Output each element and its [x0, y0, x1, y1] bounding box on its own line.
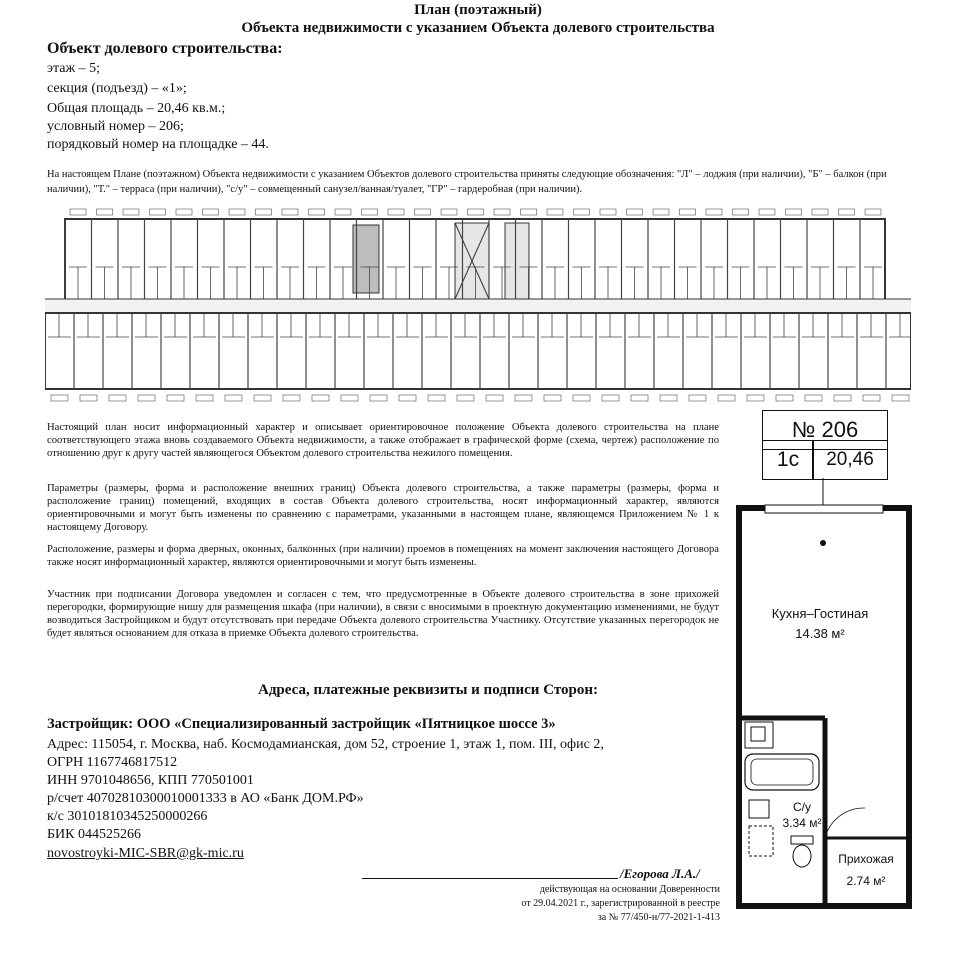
paragraph-openings: Расположение, размеры и форма дверных, оконных, балконных (при наличии) проемов в помещениях на момент заключения настоящего Договора также носят информационный характер, являются ориентировочными и могут быть изменены. [47, 544, 719, 568]
room-hallway-area: 2.74 м² [846, 874, 886, 888]
object-section: секция (подъезд) – «1»; [47, 81, 187, 96]
object-title: Объект долевого строительства: [47, 40, 283, 57]
signature-note-1: действующая на основании Доверенности [539, 884, 720, 895]
floor-plan-lower-partitions [45, 313, 911, 389]
ceiling-light-icon [820, 540, 826, 546]
object-conditional-number: условный номер – 206; [47, 119, 184, 134]
legend-text: На настоящем Плане (поэтажном) Объекта недвижимости с указанием Объектов долевого строительства приняты следующие обозначения: "Л" – лоджия (при наличии), "Б" – балкон (при наличии), "Т." – терраса (при наличии), "с/у" – совмещенный санузел/ванная/туалет, "ГР" – гардеробная (при наличии). [47, 169, 887, 195]
plan-subtitle: Объекта недвижимости с указанием Объекта долевого строительства [241, 20, 715, 36]
developer-name: Застройщик: ООО «Специализированный застройщик «Пятницкое шоссе 3» [47, 716, 556, 732]
object-area: Общая площадь – 20,46 кв.м.; [47, 101, 226, 116]
room-hallway-name: Прихожая [838, 852, 894, 866]
unit-number: № 206 [762, 410, 888, 450]
room-bathroom-name: С/у [793, 800, 811, 814]
developer-corr-account: к/с 30101810345250000266 [47, 809, 208, 824]
room-bathroom-area: 3.34 м² [782, 816, 822, 830]
addresses-heading: Адреса, платежные реквизиты и подписи Сторон: [258, 682, 598, 698]
plan-title: План (поэтажный) [414, 2, 542, 18]
object-ordinal-number: порядковый номер на площадке – 44. [47, 137, 269, 152]
signer-name: /Егорова Л.А./ [620, 866, 700, 881]
developer-inn-kpp: ИНН 9701048656, КПП 770501001 [47, 773, 254, 788]
object-floor: этаж – 5; [47, 61, 101, 76]
developer-account: р/счет 40702810300010001333 в АО «Банк ДОМ.РФ» [47, 791, 364, 806]
developer-bik: БИК 044525266 [47, 827, 141, 842]
signature-line [362, 878, 618, 879]
signature-note-3: за № 77/450-н/77-2021-1-413 [597, 912, 720, 923]
paragraph-partitions: Участник при подписании Договора уведомлен и согласен с тем, что предусмотренные в Объекте долевого строительства в зоне прихожей перегородки, формирующие нишу для размещения шкафа (при наличии), в связи с вносимыми в проектную документацию изменениями, не будут возводиться Застройщиком и будут отсутствовать при передаче Объекта долевого строительства Участнику. Отсутствие указанных перегородок не будет являться основанием для отказа в приемке Объекта долевого строительства. [47, 589, 719, 639]
room-kitchen-area: 14.38 м² [795, 626, 845, 641]
unit-total-area: 20,46 [812, 440, 888, 480]
floor-plan [45, 207, 911, 412]
paragraph-parameters: Параметры (размеры, форма и расположение внешних границ) Объекта долевого строительства, а также параметры (размеры, форма и расположение границ) помещений, входящих в состав Объекта долевого строительства, носят информационный характер, являются ориентировочными и могут быть изменены по сравнению с параметрами, указанными в настоящем плане, являющемся Приложением № 1 к настоящему Договору. [47, 483, 719, 533]
developer-email-link[interactable]: novostroyki-MIC-SBR@gk-mic.ru [47, 846, 244, 861]
developer-address: Адрес: 115054, г. Москва, наб. Космодамианская, дом 52, строение 1, этаж 1, пом. III, офис 2, [47, 737, 604, 752]
paragraph-plan-info: Настоящий план носит информационный характер и описывает ориентировочное положение Объекта долевого строительства на плане соответствующего этажа вновь создаваемого Объекта недвижимости, а также отображает в графической форме (схема, чертеж) расположение по отношению друг к другу частей являющегося Объектом долевого строительства нежилого помещения. [47, 422, 719, 459]
room-kitchen-name: Кухня–Гостиная [771, 606, 869, 621]
unit-section: 1с [762, 440, 814, 480]
signature-note-2: от 29.04.2021 г., зарегистрированной в реестре [521, 898, 720, 909]
developer-ogrn: ОГРН 1167746817512 [47, 755, 178, 770]
